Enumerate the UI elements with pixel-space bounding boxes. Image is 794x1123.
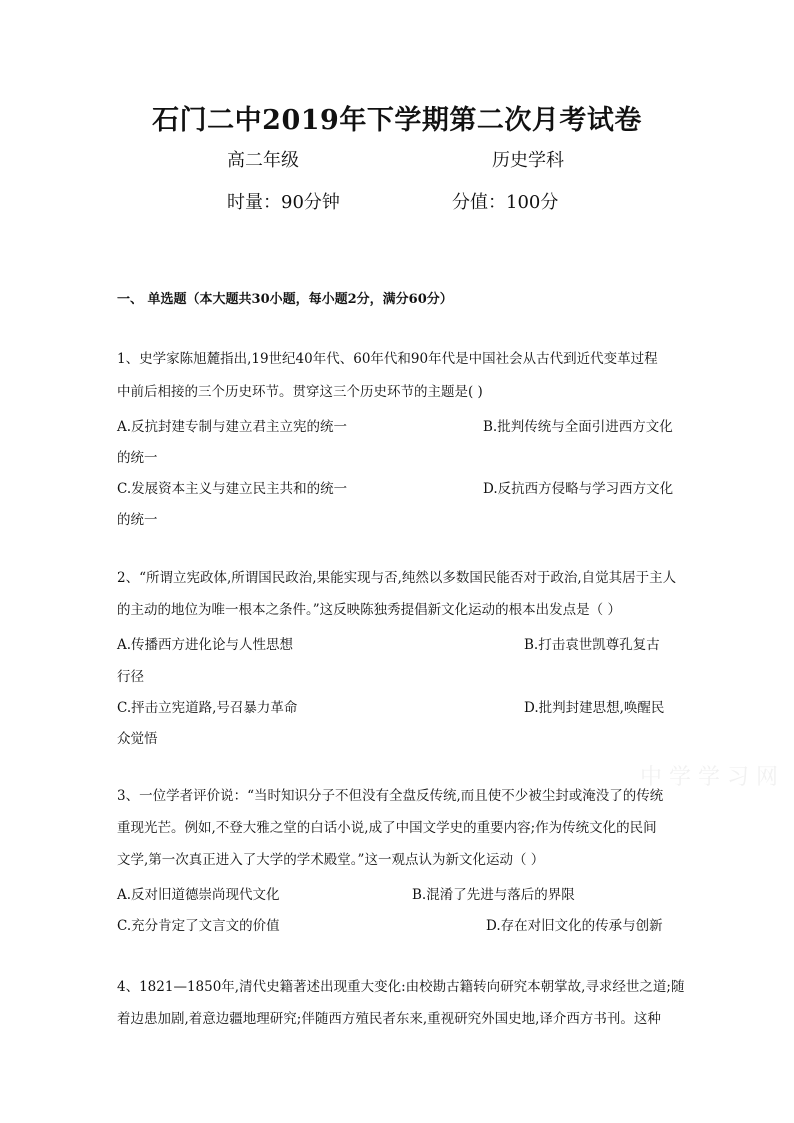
question-text-line: 的主动的地位为唯一根本之条件。”这反映陈独秀提倡新文化运动的根本出发点是（ ） [117,602,621,618]
question-text-line: 重现光芒。例如,不登大雅之堂的白话小说,成了中国文学史的重要内容;作为传统文化的民间 [117,820,657,836]
duration-label: 时量：90分钟 [227,192,340,213]
question-text-line: 文学,第一次真正进入了大学的学术殿堂。”这一观点认为新文化运动（ ） [117,852,545,868]
option-c: C.抨击立宪道路,号召暴力革命 [117,700,298,716]
option-d: D.批判封建思想,唤醒民 [524,700,665,716]
option-a: A.反对旧道德崇尚现代文化 [117,887,280,903]
question-text-line: 着边患加剧,着意边疆地理研究;伴随西方殖民者东来,重视研究外国史地,译介西方书刊。这种 [117,1011,661,1027]
option-b-continued: 的统一 [117,450,158,466]
option-b: B.混淆了先进与落后的界限 [412,887,575,903]
option-d: D.存在对旧文化的传承与创新 [486,918,663,934]
option-b: B.批判传统与全面引进西方文化 [483,419,673,435]
score-label: 分值：100分 [452,192,559,213]
question-text-line: 3、一位学者评价说：“当时知识分子不但没有全盘反传统,而且使不少被尘封或淹没了的传统 [117,788,664,804]
option-c: C.充分肯定了文言文的价值 [117,918,280,934]
option-b: B.打击袁世凯尊孔复古 [524,637,660,653]
question-text-line: 2、“所谓立宪政体,所谓国民政治,果能实现与否,纯然以多数国民能否对于政治,自觉其居于主人 [117,570,677,586]
option-d-continued: 的统一 [117,512,158,528]
grade-label: 高二年级 [227,150,299,171]
option-a: A.传播西方进化论与人性思想 [117,637,294,653]
question-text-line: 4、1821—1850年,清代史籍著述出现重大变化:由校勘古籍转向研究本朝掌故,寻求经世之道;随 [117,979,685,995]
section-heading: 一、 单选题（本大题共30小题，每小题2分，满分60分） [117,292,453,307]
subject-label: 历史学科 [492,150,564,171]
question-text-line: 中前后相接的三个历史环节。贯穿这三个历史环节的主题是( ) [117,384,483,400]
option-b-continued: 行径 [117,669,144,685]
exam-title: 石门二中2019年下学期第二次月考试卷 [152,105,642,136]
question-text-line: 1、史学家陈旭麓指出,19世纪40年代、60年代和90年代是中国社会从古代到近代变革过程 [117,351,658,367]
watermark: 中 学 学 习 网 [640,765,778,790]
option-d: D.反抗西方侵略与学习西方文化 [483,481,674,497]
option-d-continued: 众觉悟 [117,731,158,747]
option-c: C.发展资本主义与建立民主共和的统一 [117,481,348,497]
option-a: A.反抗封建专制与建立君主立宪的统一 [117,419,348,435]
